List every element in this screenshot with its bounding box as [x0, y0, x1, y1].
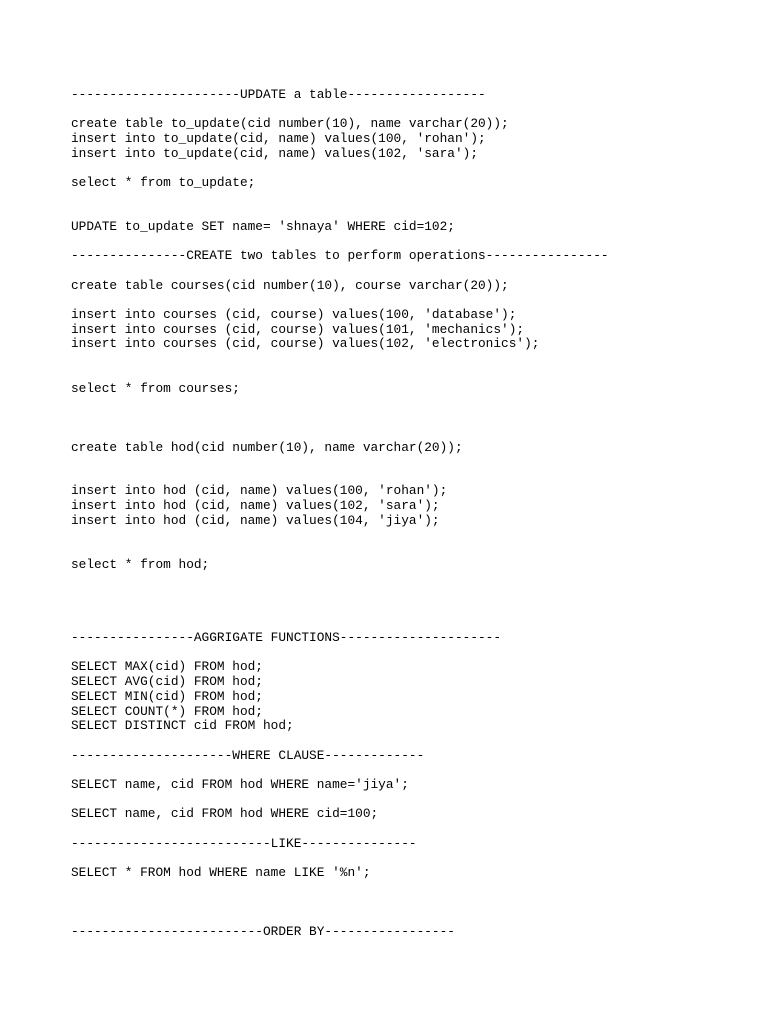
code-line: insert into to_update(cid, name) values(102, 'sara');	[71, 146, 479, 161]
code-line: insert into courses (cid, course) values(100, 'database');	[71, 307, 517, 322]
code-line: select * from hod;	[71, 557, 210, 572]
section-header-where-clause: ---------------------WHERE CLAUSE-------------	[71, 748, 425, 763]
code-line: SELECT * FROM hod WHERE name LIKE '%n';	[71, 865, 371, 880]
code-line: SELECT name, cid FROM hod WHERE name='jiya';	[71, 777, 409, 792]
section-header-create-tables: ---------------CREATE two tables to perform operations----------------	[71, 248, 609, 263]
code-line: UPDATE to_update SET name= 'shnaya' WHERE cid=102;	[71, 219, 455, 234]
code-line: create table hod(cid number(10), name varchar(20));	[71, 440, 463, 455]
code-line: select * from to_update;	[71, 175, 256, 190]
section-header-like: --------------------------LIKE---------------	[71, 836, 417, 851]
code-line: SELECT COUNT(*) FROM hod;	[71, 704, 263, 719]
code-line: SELECT MIN(cid) FROM hod;	[71, 689, 263, 704]
code-line: create table to_update(cid number(10), name varchar(20));	[71, 116, 509, 131]
code-line: insert into hod (cid, name) values(100, 'rohan');	[71, 483, 448, 498]
code-line: insert into to_update(cid, name) values(100, 'rohan');	[71, 131, 486, 146]
code-line: insert into courses (cid, course) values(101, 'mechanics');	[71, 322, 525, 337]
code-line: create table courses(cid number(10), course varchar(20));	[71, 278, 509, 293]
section-header-update-table: ----------------------UPDATE a table------------------	[71, 87, 486, 102]
code-line: select * from courses;	[71, 381, 240, 396]
section-header-aggregate-functions: ----------------AGGRIGATE FUNCTIONS---------------------	[71, 630, 502, 645]
code-line: SELECT name, cid FROM hod WHERE cid=100;	[71, 806, 379, 821]
code-line: insert into hod (cid, name) values(104, 'jiya');	[71, 513, 440, 528]
code-line: SELECT DISTINCT cid FROM hod;	[71, 718, 294, 733]
code-line: SELECT AVG(cid) FROM hod;	[71, 674, 263, 689]
code-line: insert into hod (cid, name) values(102, 'sara');	[71, 498, 440, 513]
section-header-order-by: -------------------------ORDER BY-----------------	[71, 924, 455, 939]
code-line: SELECT MAX(cid) FROM hod;	[71, 659, 263, 674]
code-line: insert into courses (cid, course) values(102, 'electronics');	[71, 336, 540, 351]
